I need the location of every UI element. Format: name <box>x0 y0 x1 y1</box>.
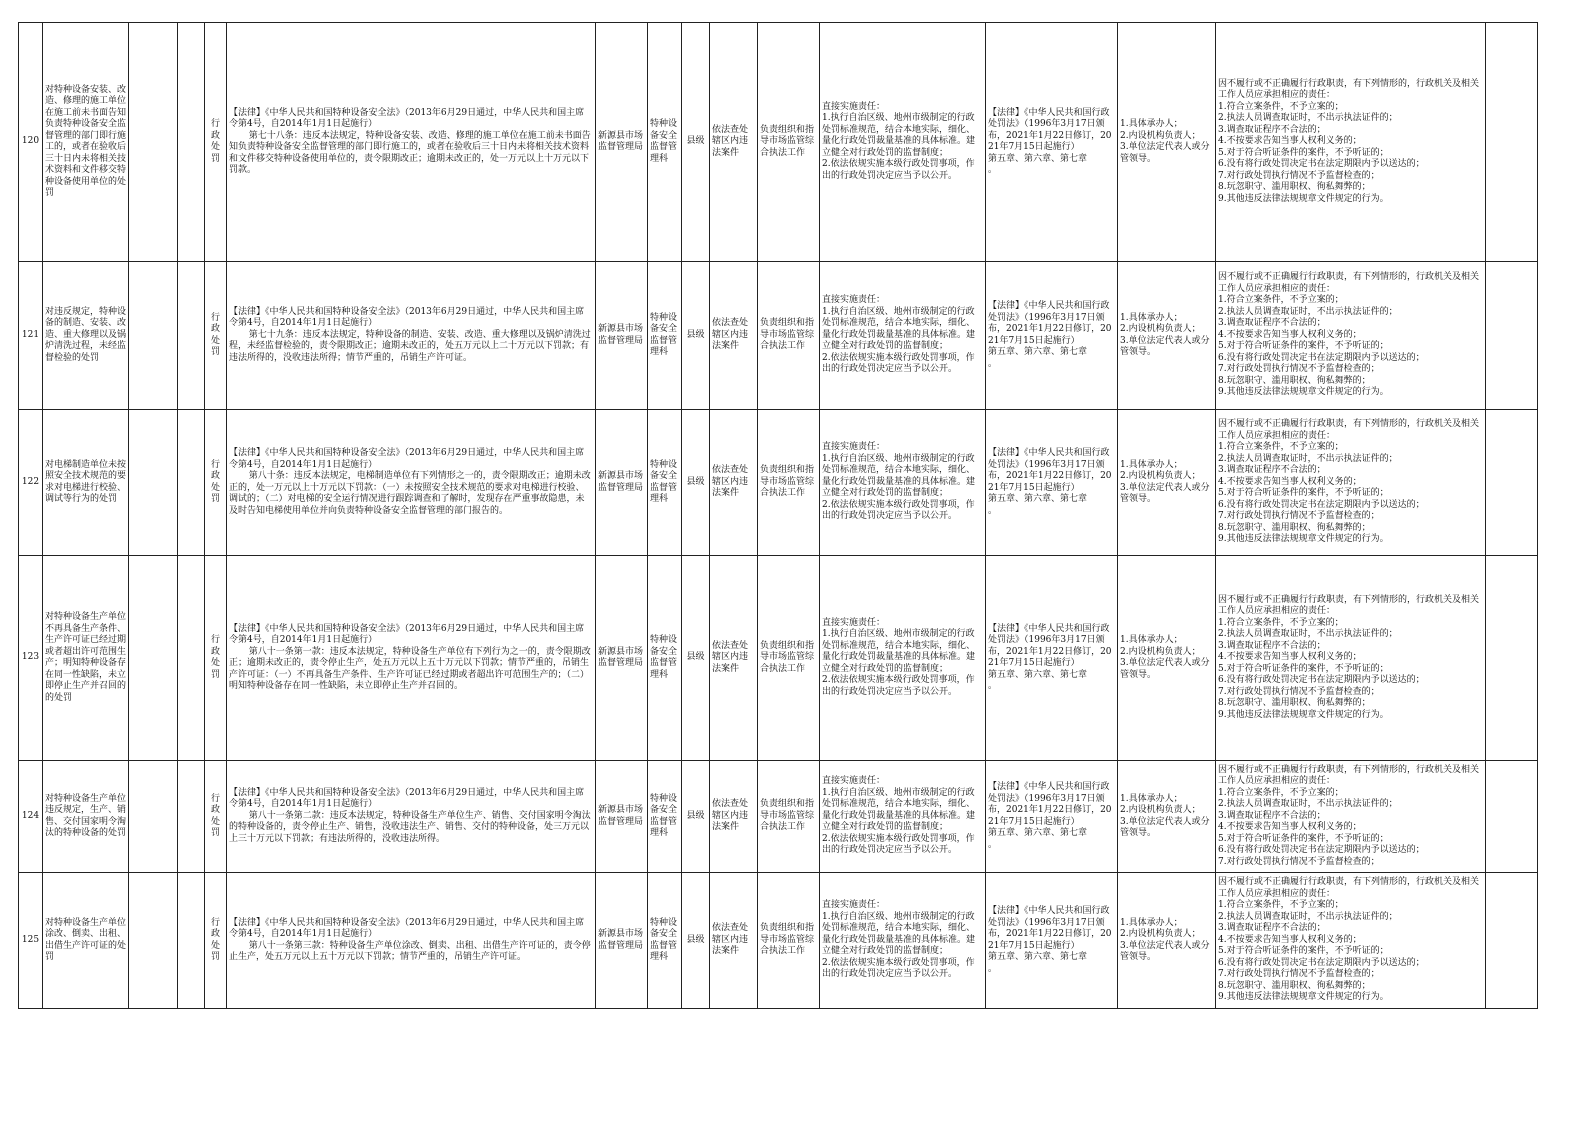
empty-cell <box>1486 262 1538 410</box>
law-reference: 【法律】《中华人民共和国行政处罚法》（1996年3月17日颁布，2021年1月22日修订，2021年7月15日起施行） 第五章、第六章、第七章 。 <box>986 873 1118 1009</box>
level: 县级 <box>682 556 710 761</box>
basis-head: 【法律】《中华人民共和国特种设备安全法》（2013年6月29日通过，中华人民共和国主席令第4号，自2014年1月1日起施行） <box>229 787 585 810</box>
basis-head: 【法律】《中华人民共和国特种设备安全法》（2013年6月29日通过，中华人民共和国主席令第4号，自2014年1月1日起施行） <box>229 107 585 129</box>
item-name: 对特种设备生产单位涂改、倒卖、出租、出借生产许可证的处罚 <box>43 873 129 1009</box>
table-row <box>19 23 1538 262</box>
department: 特种设备安全监督管理科 <box>648 873 682 1009</box>
law-reference: 【法律】《中华人民共和国行政处罚法》（1996年3月17日颁布，2021年1月22日修订，2021年7月15日起施行） 第五章、第六章、第七章 。 <box>986 23 1118 262</box>
accountability: 因不履行或不正确履行行政职责，有下列情形的，行政机关及相关工作人员应承担相应的责任： 1.符合立案条件，不予立案的； 2.执法人员调查取证时，不出示执法证件的； 3.调查取证程序不合法的； 4.不按要求告知当事人权利义务的； 5.对于符合听证条件的案件，不予听证的； 6.没有将行政处罚决定书在法定期限内予以送达的； 7.对行政处罚执行情况不予监督检查的； 8.玩忽职守、滥用职权、徇私舞弊的； 9.其他违反法律法规规章文件规定的行为。 <box>1216 410 1486 556</box>
row-number: 124 <box>19 761 43 873</box>
empty-cell <box>178 556 205 761</box>
law-reference: 【法律】《中华人民共和国行政处罚法》（1996年3月17日颁布，2021年1月22日修订，2021年7月15日起施行） 第五章、第六章、第七章 。 <box>986 262 1118 410</box>
empty-cell <box>1486 873 1538 1009</box>
responsibility: 直接实施责任： 1.执行自治区级、地州市级制定的行政处罚标准规范，结合本地实际，细化、量化行政处罚裁量基准的具体标准。建立健全对行政处罚的监督制度； 2.依法依规实施本级行政处罚事项，作出的行政处罚决定应当予以公开。 <box>820 761 986 873</box>
legal-basis <box>227 410 596 556</box>
empty-cell <box>178 761 205 873</box>
row-number: 120 <box>19 23 43 262</box>
scope: 依法查处辖区内违法案件 <box>710 873 758 1009</box>
basis-head: 【法律】《中华人民共和国特种设备安全法》（2013年6月29日通过，中华人民共和国主席令第4号，自2014年1月1日起施行） <box>229 917 585 939</box>
responsibility: 直接实施责任： 1.执行自治区级、地州市级制定的行政处罚标准规范，结合本地实际，细化、量化行政处罚裁量基准的具体标准。建立健全对行政处罚的监督制度； 2.依法依规实施本级行政处罚事项，作出的行政处罚决定应当予以公开。 <box>820 23 986 262</box>
level: 县级 <box>682 873 710 1009</box>
basis-body: 第七十八条：违反本法规定，特种设备安装、改造、修理的施工单位在施工前未书面告知负责特种设备安全监督管理的部门即行施工的，或者在验收后三十日内未将相关技术资料和文件移交特种设备使用单位的，责令限期改正；逾期未改正的，处一万元以上十万元以下罚款。 <box>229 130 591 175</box>
basis-body: 第八十一条第二款：违反本法规定，特种设备生产单位生产、销售、交付国家明令淘汰的特种设备的，责令停止生产、销售，没收违法生产、销售、交付的特种设备，处三万元以上三十万元以下罚款；有违法所得的，没收违法所得。 <box>229 810 591 844</box>
table-row <box>19 761 1538 873</box>
scope: 依法查处辖区内违法案件 <box>710 410 758 556</box>
power-list-table <box>18 22 1538 1009</box>
item-type: 行政处罚 <box>205 410 227 556</box>
table-row <box>19 262 1538 410</box>
responsible-persons: 1.具体承办人； 2.内设机构负责人； 3.单位法定代表人或分管领导。 <box>1118 410 1216 556</box>
table-row <box>19 556 1538 761</box>
item-name: 对电梯制造单位未按照安全技术规范的要求对电梯进行校验、调试等行为的处罚 <box>43 410 129 556</box>
empty-cell <box>178 410 205 556</box>
duty: 负责组织和指导市场监管综合执法工作 <box>758 410 820 556</box>
empty-cell <box>1486 556 1538 761</box>
legal-basis <box>227 23 596 262</box>
item-type: 行政处罚 <box>205 23 227 262</box>
empty-cell <box>178 262 205 410</box>
row-number: 125 <box>19 873 43 1009</box>
scope: 依法查处辖区内违法案件 <box>710 262 758 410</box>
department: 特种设备安全监督管理科 <box>648 410 682 556</box>
legal-basis <box>227 262 596 410</box>
empty-cell <box>178 23 205 262</box>
empty-cell <box>129 873 178 1009</box>
duty: 负责组织和指导市场监管综合执法工作 <box>758 873 820 1009</box>
law-reference: 【法律】《中华人民共和国行政处罚法》（1996年3月17日颁布，2021年1月22日修订，2021年7月15日起施行） 第五章、第六章、第七章 。 <box>986 556 1118 761</box>
responsible-persons: 1.具体承办人； 2.内设机构负责人； 3.单位法定代表人或分管领导。 <box>1118 23 1216 262</box>
table-row <box>19 873 1538 1009</box>
item-type: 行政处罚 <box>205 556 227 761</box>
empty-cell <box>129 23 178 262</box>
legal-basis <box>227 873 596 1009</box>
basis-head: 【法律】《中华人民共和国特种设备安全法》（2013年6月29日通过，中华人民共和国主席令第4号，自2014年1月1日起施行） <box>229 623 585 645</box>
accountability: 因不履行或不正确履行行政职责，有下列情形的，行政机关及相关工作人员应承担相应的责任： 1.符合立案条件，不予立案的； 2.执法人员调查取证时，不出示执法证件的； 3.调查取证程序不合法的； 4.不按要求告知当事人权利义务的； 5.对于符合听证条件的案件，不予听证的； 6.没有将行政处罚决定书在法定期限内予以送达的； 7.对行政处罚执行情况不予监督检查的； 8.玩忽职守、滥用职权、徇私舞弊的； 9.其他违反法律法规规章文件规定的行为。 <box>1216 23 1486 262</box>
department: 特种设备安全监督管理科 <box>648 262 682 410</box>
agency: 新源县市场监督管理局 <box>596 23 648 262</box>
department: 特种设备安全监督管理科 <box>648 761 682 873</box>
item-name: 对违反规定，特种设备的制造、安装、改造、重大修理以及锅炉清洗过程，未经监督检验的处罚 <box>43 262 129 410</box>
item-type: 行政处罚 <box>205 873 227 1009</box>
empty-cell <box>129 262 178 410</box>
item-name: 对特种设备生产单位违反规定，生产、销售、交付国家明令淘汰的特种设备的处罚 <box>43 761 129 873</box>
empty-cell <box>1486 410 1538 556</box>
row-number: 123 <box>19 556 43 761</box>
law-reference: 【法律】《中华人民共和国行政处罚法》（1996年3月17日颁布，2021年1月22日修订，2021年7月15日起施行） 第五章、第六章、第七章 。 <box>986 761 1118 873</box>
level: 县级 <box>682 761 710 873</box>
responsibility: 直接实施责任： 1.执行自治区级、地州市级制定的行政处罚标准规范，结合本地实际，细化、量化行政处罚裁量基准的具体标准。建立健全对行政处罚的监督制度； 2.依法依规实施本级行政处罚事项，作出的行政处罚决定应当予以公开。 <box>820 873 986 1009</box>
level: 县级 <box>682 410 710 556</box>
scope: 依法查处辖区内违法案件 <box>710 556 758 761</box>
accountability: 因不履行或不正确履行行政职责，有下列情形的，行政机关及相关工作人员应承担相应的责任： 1.符合立案条件，不予立案的； 2.执法人员调查取证时，不出示执法证件的； 3.调查取证程序不合法的； 4.不按要求告知当事人权利义务的； 5.对于符合听证条件的案件，不予听证的； 6.没有将行政处罚决定书在法定期限内予以送达的； 7.对行政处罚执行情况不予监督检查的； 8.玩忽职守、滥用职权、徇私舞弊的； 9.其他违反法律法规规章文件规定的行为。 <box>1216 262 1486 410</box>
table-row <box>19 410 1538 556</box>
department: 特种设备安全监督管理科 <box>648 23 682 262</box>
empty-cell <box>1486 761 1538 873</box>
row-number: 122 <box>19 410 43 556</box>
level: 县级 <box>682 262 710 410</box>
basis-body: 第八十一条第一款：违反本法规定，特种设备生产单位有下列行为之一的，责令限期改正；逾期未改正的，责令停止生产，处五万元以上五十万元以下罚款；情节严重的，吊销生产许可证：（一）不再具备生产条件、生产许可证已经过期或者超出许可范围生产的；（二）明知特种设备存在同一性缺陷，未立即停止生产并召回的。 <box>229 646 591 691</box>
item-type: 行政处罚 <box>205 262 227 410</box>
duty: 负责组织和指导市场监管综合执法工作 <box>758 556 820 761</box>
empty-cell <box>129 410 178 556</box>
level: 县级 <box>682 23 710 262</box>
accountability: 因不履行或不正确履行行政职责，有下列情形的，行政机关及相关工作人员应承担相应的责任： 1.符合立案条件，不予立案的； 2.执法人员调查取证时，不出示执法证件的； 3.调查取证程序不合法的； 4.不按要求告知当事人权利义务的； 5.对于符合听证条件的案件，不予听证的； 6.没有将行政处罚决定书在法定期限内予以送达的； 7.对行政处罚执行情况不予监督检查的； 8.玩忽职守、滥用职权、徇私舞弊的； 9.其他违反法律法规规章文件规定的行为。 <box>1216 873 1486 1009</box>
law-reference: 【法律】《中华人民共和国行政处罚法》（1996年3月17日颁布，2021年1月22日修订，2021年7月15日起施行） 第五章、第六章、第七章 。 <box>986 410 1118 556</box>
item-name: 对特种设备生产单位不再具备生产条件、生产许可证已经过期或者超出许可范围生产；明知特种设备存在同一性缺陷，未立即停止生产并召回的的处罚 <box>43 556 129 761</box>
document-page <box>18 22 1513 1009</box>
agency: 新源县市场监督管理局 <box>596 410 648 556</box>
item-name: 对特种设备安装、改造、修理的施工单位在施工前未书面告知负责特种设备安全监督管理的部门即行施工的，或者在验收后三十日内未将相关技术资料和文件移交特种设备使用单位的处罚 <box>43 23 129 262</box>
basis-body: 第八十一条第三款：特种设备生产单位涂改、倒卖、出租、出借生产许可证的，责令停止生产，处五万元以上五十万元以下罚款；情节严重的，吊销生产许可证。 <box>229 940 591 962</box>
empty-cell <box>129 761 178 873</box>
empty-cell <box>178 873 205 1009</box>
duty: 负责组织和指导市场监管综合执法工作 <box>758 23 820 262</box>
responsible-persons: 1.具体承办人； 2.内设机构负责人； 3.单位法定代表人或分管领导。 <box>1118 873 1216 1009</box>
item-type: 行政处罚 <box>205 761 227 873</box>
responsibility: 直接实施责任： 1.执行自治区级、地州市级制定的行政处罚标准规范，结合本地实际，细化、量化行政处罚裁量基准的具体标准。建立健全对行政处罚的监督制度； 2.依法依规实施本级行政处罚事项，作出的行政处罚决定应当予以公开。 <box>820 262 986 410</box>
row-number: 121 <box>19 262 43 410</box>
basis-body: 第八十条：违反本法规定，电梯制造单位有下列情形之一的，责令限期改正；逾期未改正的，处一万元以上十万元以下罚款：（一）未按照安全技术规范的要求对电梯进行校验、调试的；（二）对电梯的安全运行情况进行跟踪调查和了解时，发现存在严重事故隐患，未及时告知电梯使用单位并向负责特种设备安全监督管理的部门报告的。 <box>229 471 591 516</box>
legal-basis <box>227 556 596 761</box>
responsibility: 直接实施责任： 1.执行自治区级、地州市级制定的行政处罚标准规范，结合本地实际，细化、量化行政处罚裁量基准的具体标准。建立健全对行政处罚的监督制度； 2.依法依规实施本级行政处罚事项，作出的行政处罚决定应当予以公开。 <box>820 556 986 761</box>
agency: 新源县市场监督管理局 <box>596 262 648 410</box>
duty: 负责组织和指导市场监管综合执法工作 <box>758 761 820 873</box>
department: 特种设备安全监督管理科 <box>648 556 682 761</box>
basis-head: 【法律】《中华人民共和国特种设备安全法》（2013年6月29日通过，中华人民共和国主席令第4号，自2014年1月1日起施行） <box>229 306 585 329</box>
responsible-persons: 1.具体承办人； 2.内设机构负责人； 3.单位法定代表人或分管领导。 <box>1118 556 1216 761</box>
empty-cell <box>1486 23 1538 262</box>
accountability: 因不履行或不正确履行行政职责，有下列情形的，行政机关及相关工作人员应承担相应的责任： 1.符合立案条件，不予立案的； 2.执法人员调查取证时，不出示执法证件的； 3.调查取证程序不合法的； 4.不按要求告知当事人权利义务的； 5.对于符合听证条件的案件，不予听证的； 6.没有将行政处罚决定书在法定期限内予以送达的； 7.对行政处罚执行情况不予监督检查的； 8.玩忽职守、滥用职权、徇私舞弊的； 9.其他违反法律法规规章文件规定的行为。 <box>1216 556 1486 761</box>
scope: 依法查处辖区内违法案件 <box>710 23 758 262</box>
responsible-persons: 1.具体承办人； 2.内设机构负责人； 3.单位法定代表人或分管领导。 <box>1118 761 1216 873</box>
agency: 新源县市场监督管理局 <box>596 761 648 873</box>
scope: 依法查处辖区内违法案件 <box>710 761 758 873</box>
legal-basis <box>227 761 596 873</box>
empty-cell <box>129 556 178 761</box>
duty: 负责组织和指导市场监管综合执法工作 <box>758 262 820 410</box>
responsibility: 直接实施责任： 1.执行自治区级、地州市级制定的行政处罚标准规范，结合本地实际，细化、量化行政处罚裁量基准的具体标准。建立健全对行政处罚的监督制度； 2.依法依规实施本级行政处罚事项，作出的行政处罚决定应当予以公开。 <box>820 410 986 556</box>
agency: 新源县市场监督管理局 <box>596 873 648 1009</box>
responsible-persons: 1.具体承办人； 2.内设机构负责人； 3.单位法定代表人或分管领导。 <box>1118 262 1216 410</box>
agency: 新源县市场监督管理局 <box>596 556 648 761</box>
basis-body: 第七十九条：违反本法规定，特种设备的制造、安装、改造、重大修理以及锅炉清洗过程，未经监督检验的，责令限期改正；逾期未改正的，处五万元以上二十万元以下罚款；有违法所得的，没收违法所得；情节严重的，吊销生产许可证。 <box>229 329 591 363</box>
basis-head: 【法律】《中华人民共和国特种设备安全法》（2013年6月29日通过，中华人民共和国主席令第4号，自2014年1月1日起施行） <box>229 448 585 470</box>
accountability: 因不履行或不正确履行行政职责，有下列情形的，行政机关及相关工作人员应承担相应的责任： 1.符合立案条件，不予立案的； 2.执法人员调查取证时，不出示执法证件的； 3.调查取证程序不合法的； 4.不按要求告知当事人权利义务的； 5.对于符合听证条件的案件，不予听证的； 6.没有将行政处罚决定书在法定期限内予以送达的； 7.对行政处罚执行情况不予监督检查的； <box>1216 761 1486 873</box>
